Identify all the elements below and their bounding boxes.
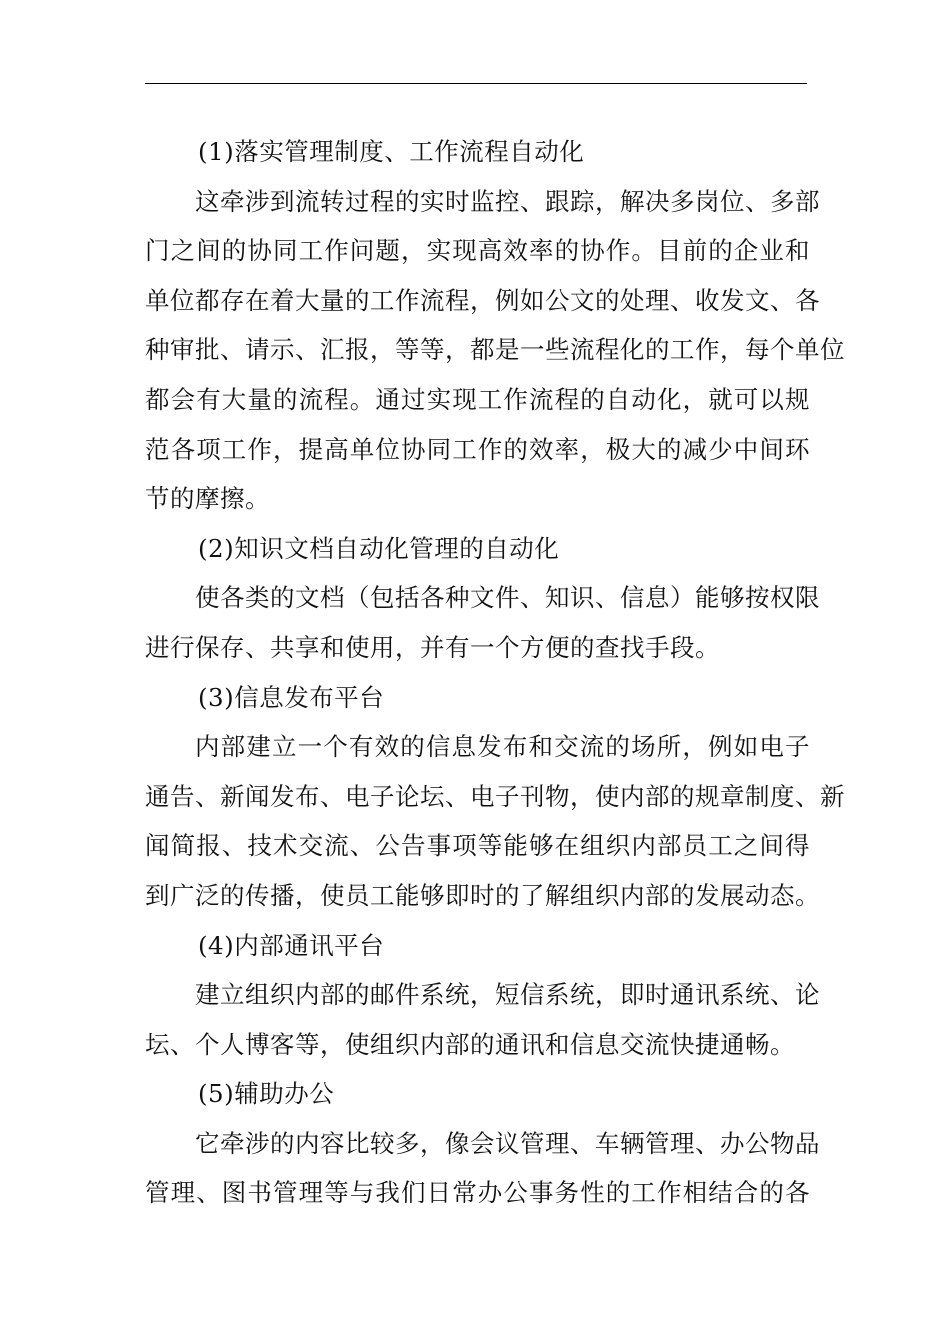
paragraph-line: 管理、图书管理等与我们日常办公事务性的工作相结合的各 [145,1178,810,1208]
paragraph-line: 闻简报、技术交流、公告事项等能够在组织内部员工之间得 [145,831,810,861]
paragraph-line: 它牵涉的内容比较多，像会议管理、车辆管理、办公物品 [195,1128,820,1158]
section-heading-1: (1)落实管理制度、工作流程自动化 [198,137,585,166]
paragraph-line: 种审批、请示、汇报，等等，都是一些流程化的工作，每个单位 [145,335,845,365]
paragraph-line: 通告、新闻发布、电子论坛、电子刊物，使内部的规章制度、新 [145,781,845,811]
paragraph-line: 单位都存在着大量的工作流程，例如公文的处理、收发文、各 [145,285,820,315]
paragraph-line: 节的摩擦。 [145,484,270,514]
section-heading-3: (3)信息发布平台 [198,682,385,712]
paragraph-line: 到广泛的传播，使员工能够即时的了解组织内部的发展动态。 [145,880,820,910]
paragraph-line: 进行保存、共享和使用，并有一个方便的查找手段。 [145,632,720,662]
paragraph-line: 内部建立一个有效的信息发布和交流的场所，例如电子 [195,732,810,762]
document-body [145,127,845,1218]
paragraph-line: 范各项工作，提高单位协同工作的效率，极大的减少中间环 [145,434,810,464]
paragraph-line: 使各类的文档（包括各种文件、知识、信息）能够按权限 [195,583,820,613]
section-heading-4: (4)内部通讯平台 [198,930,385,960]
paragraph-line: 这牵涉到流转过程的实时监控、跟踪，解决多岗位、多部 [195,186,820,216]
paragraph-line: 坛、个人博客等，使组织内部的通讯和信息交流快捷通畅。 [145,1029,795,1059]
paragraph-line: 建立组织内部的邮件系统，短信系统，即时通讯系统、论 [195,980,820,1010]
section-heading-5: (5)辅助办公 [198,1079,335,1109]
header-rule [145,83,807,84]
section-heading-2: (2)知识文档自动化管理的自动化 [198,533,560,563]
paragraph-line: 都会有大量的流程。通过实现工作流程的自动化，就可以规 [145,384,810,414]
paragraph-line: 门之间的协同工作问题，实现高效率的协作。目前的企业和 [145,236,810,266]
